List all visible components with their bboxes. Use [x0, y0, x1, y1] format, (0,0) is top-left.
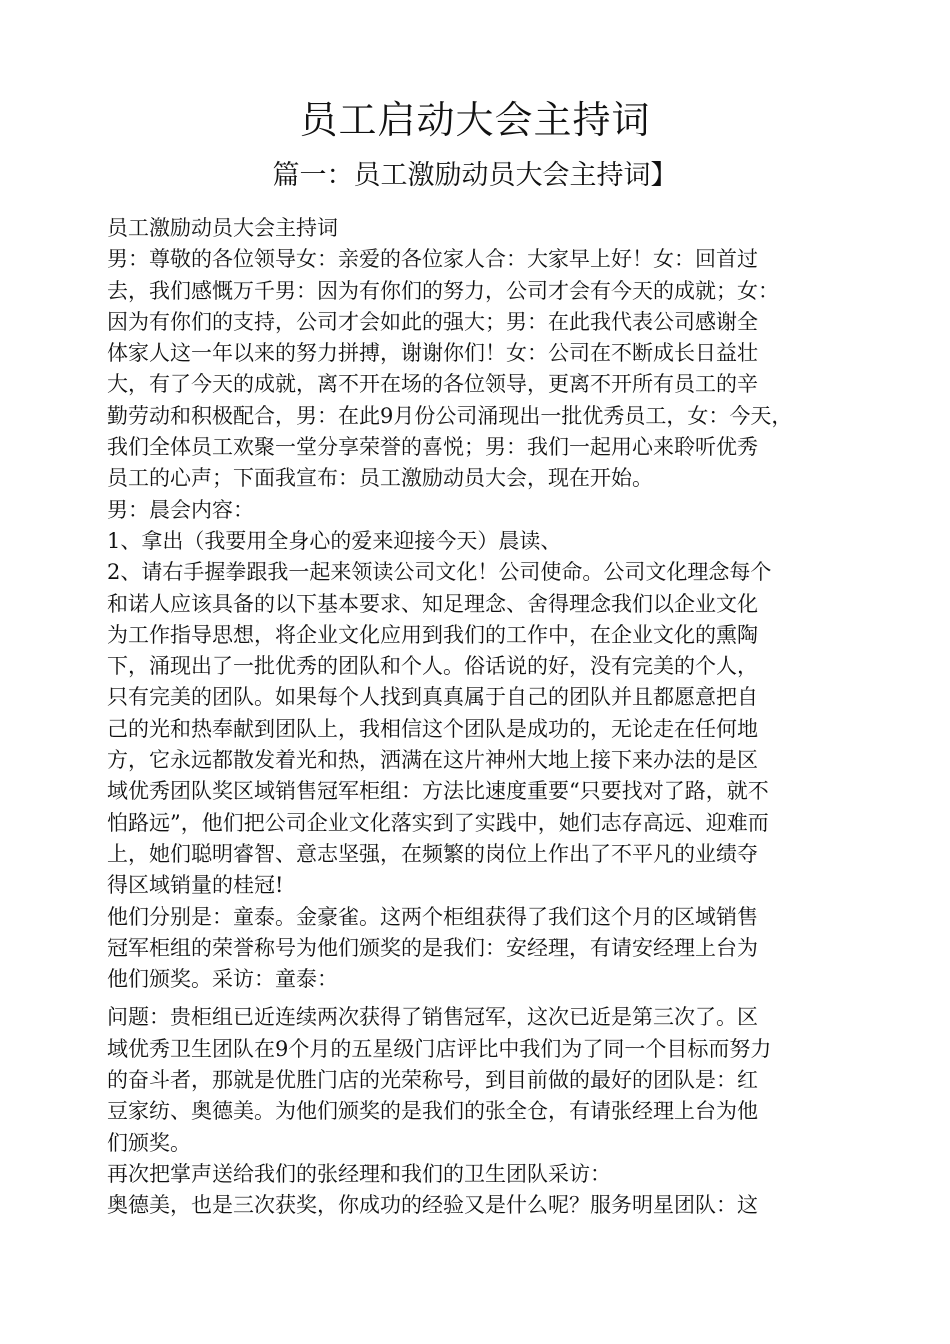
body-line: 1、拿出（我要用全身心的爱来迎接今天）晨读、: [107, 528, 562, 553]
body-line: 的奋斗者，那就是优胜门店的光荣称号，到目前做的最好的团队是：红: [107, 1068, 758, 1093]
body-line: 下，涌现出了一批优秀的团队和个人。俗话说的好，没有完美的个人，: [107, 654, 758, 679]
body-line: 员工的心声；下面我宣布：员工激励动员大会，现在开始。: [107, 466, 653, 491]
body-line: 我们全体员工欢聚一堂分享荣誉的喜悦；男：我们一起用心来聆听优秀: [107, 435, 758, 460]
body-line: 他们颁奖。采访：童泰：: [107, 967, 338, 992]
body-line: 己的光和热奉献到团队上，我相信这个团队是成功的，无论走在任何地: [107, 716, 758, 741]
body-line: 男：尊敬的各位领导女：亲爱的各位家人合：大家早上好！女：回首过: [107, 247, 758, 272]
body-line: 再次把掌声送给我们的张经理和我们的卫生团队采访：: [107, 1161, 611, 1186]
document-body: [107, 213, 877, 1222]
body-line: 得区域销量的桂冠!: [107, 873, 284, 898]
body-line: 大，有了今天的成就，离不开在场的各位领导，更离不开所有员工的辛: [107, 372, 758, 397]
body-line: 员工激励动员大会主持词: [107, 216, 338, 240]
body-line: 怕路远”，他们把公司企业文化落实到了实践中，她们志存高远、迎难而: [107, 810, 769, 835]
body-line: 去，我们感慨万千男：因为有你们的努力，公司才会有今天的成就；女：: [107, 278, 779, 303]
body-line: 2、请右手握拳跟我一起来领读公司文化！公司使命。公司文化理念每个: [107, 560, 772, 585]
body-line: 和诺人应该具备的以下基本要求、知足理念、舍得理念我们以企业文化: [107, 591, 758, 616]
paragraph-gap: [107, 995, 877, 1002]
body-line: 冠军柜组的荣誉称号为他们颁奖的是我们：安经理，有请安经理上台为: [107, 935, 758, 960]
body-line: 域优秀卫生团队在9个月的五星级门店评比中我们为了同一个目标而努力: [107, 1036, 772, 1061]
body-line: 豆家纺、奥德美。为他们颁奖的是我们的张全仓，有请张经理上台为他: [107, 1099, 758, 1124]
document-title: 员工启动大会主持词: [299, 98, 651, 142]
body-line: 因为有你们的支持，公司才会如此的强大；男：在此我代表公司感谢全: [107, 309, 758, 334]
body-line: 问题：贵柜组已近连续两次获得了销售冠军，这次已近是第三次了。区: [107, 1005, 758, 1030]
body-line: 们颁奖。: [107, 1130, 191, 1155]
body-line: 方，它永远都散发着光和热，洒满在这片神州大地上接下来办法的是区: [107, 748, 758, 773]
body-line: 勤劳动和积极配合，男：在此9月份公司涌现出一批优秀员工，女：今天，: [107, 403, 793, 428]
body-line: 男：晨会内容：: [107, 497, 254, 522]
body-line: 体家人这一年以来的努力拼搏，谢谢你们！女：公司在不断成长日益壮: [107, 341, 758, 366]
body-line: 奥德美，也是三次获奖，你成功的经验又是什么呢？服务明星团队：这: [107, 1193, 758, 1218]
document-subtitle: 篇一：员工激励动员大会主持词】: [272, 160, 678, 191]
body-line: 上，她们聪明睿智、意志坚强，在频繁的岗位上作出了不平凡的业绩夺: [107, 841, 758, 866]
body-line: 域优秀团队奖区域销售冠军柜组：方法比速度重要“只要找对了路，就不: [107, 779, 769, 804]
body-line: 他们分别是：童泰。金豪雀。这两个柜组获得了我们这个月的区域销售: [107, 904, 758, 929]
body-line: 只有完美的团队。如果每个人找到真真属于自己的团队并且都愿意把自: [107, 685, 758, 710]
body-line: 为工作指导思想，将企业文化应用到我们的工作中，在企业文化的熏陶: [107, 622, 758, 647]
